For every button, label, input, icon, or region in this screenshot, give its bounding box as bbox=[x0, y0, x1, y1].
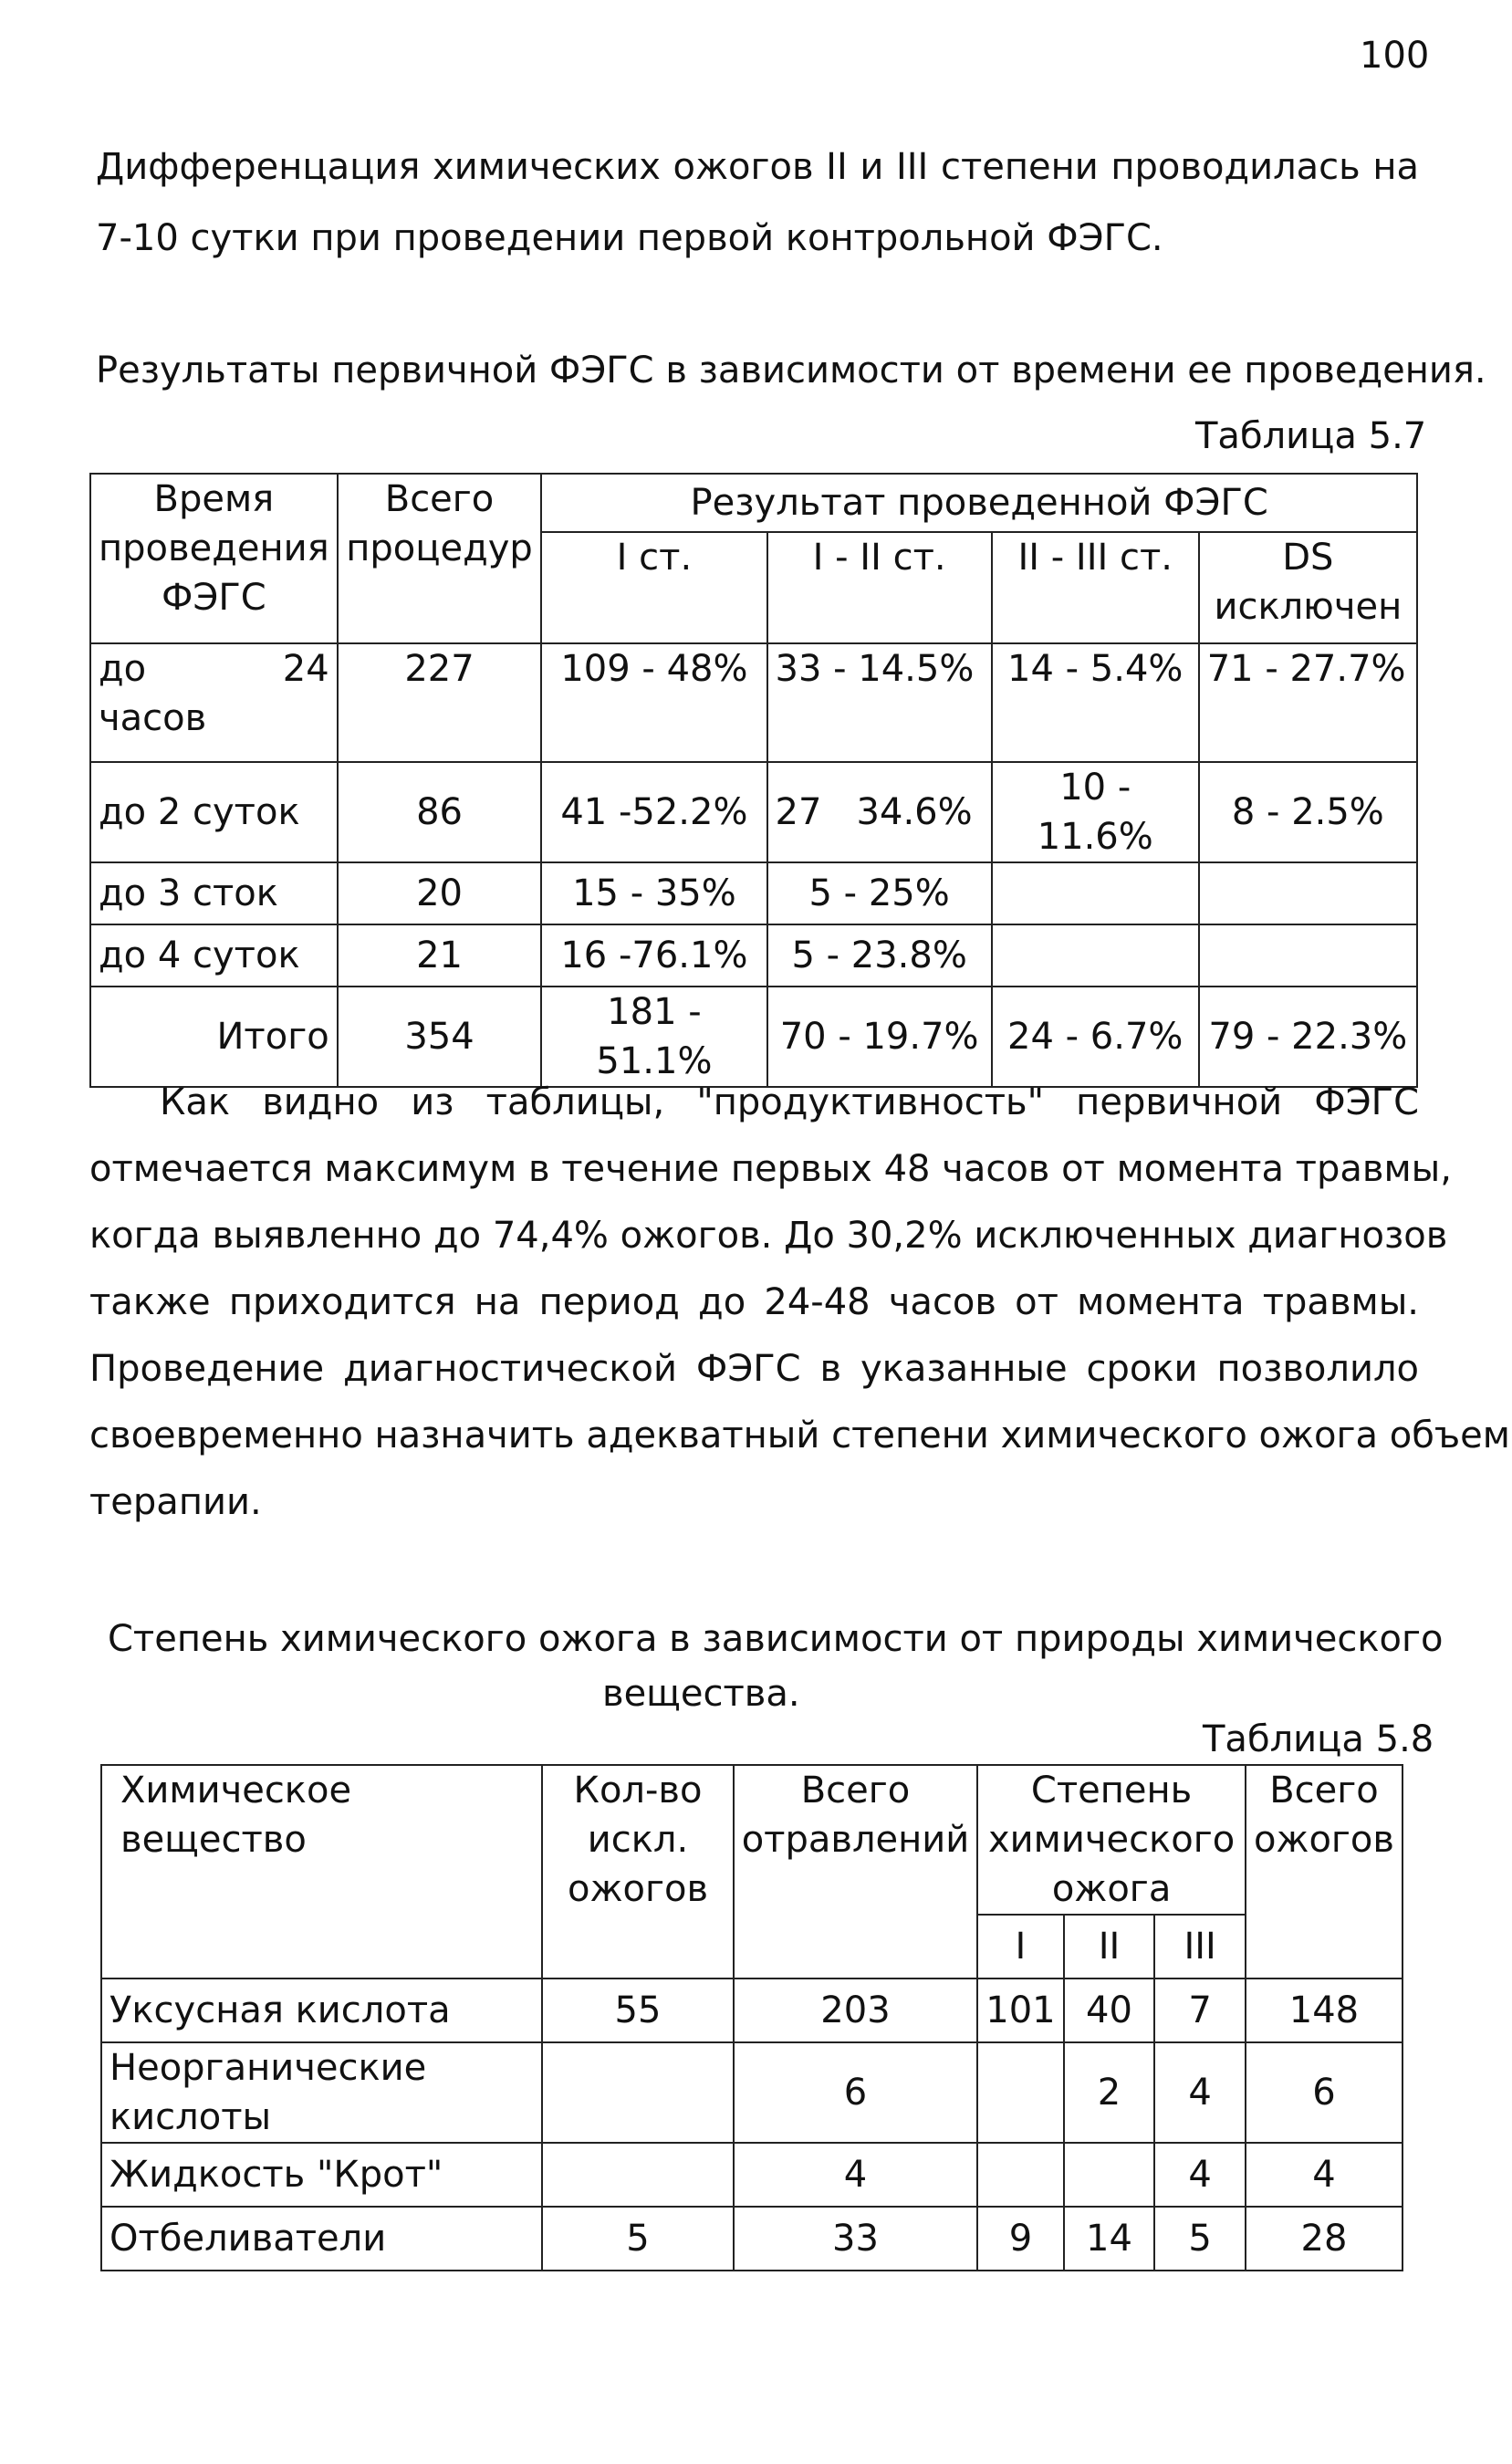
row-stage-2-3 bbox=[992, 862, 1199, 924]
row-time: до 2 суток bbox=[90, 762, 338, 862]
row-degree-3: 4 bbox=[1154, 2143, 1246, 2207]
intro-line-2: 7-10 сутки при проведении первой контрольной ФЭГС. bbox=[96, 217, 1163, 259]
intro-line-1: Дифференцация химических ожогов II и III степени проводилась на bbox=[96, 146, 1419, 188]
row-excluded bbox=[542, 2042, 733, 2143]
header-stage-1: I ст. bbox=[541, 532, 766, 643]
table-row bbox=[101, 2207, 1403, 2271]
row-stage-1: 15 - 35% bbox=[541, 862, 766, 924]
row-ds: 71 - 27.7% bbox=[1199, 643, 1417, 762]
row-degree-1 bbox=[977, 2042, 1063, 2143]
row-burns: 28 bbox=[1246, 2207, 1403, 2271]
row-total: 20 bbox=[338, 862, 542, 924]
paragraph-line-4: также приходится на период до 24-48 часов от момента травмы. bbox=[89, 1281, 1419, 1323]
header-degree-2: II bbox=[1064, 1915, 1155, 1979]
table-row bbox=[90, 762, 1417, 862]
row-stage-1-2: 70 - 19.7% bbox=[767, 987, 992, 1087]
header-stage-2-3: II - III ст. bbox=[992, 532, 1199, 643]
row-substance: Уксусная кислота bbox=[101, 1979, 542, 2042]
row-stage-2-3 bbox=[992, 924, 1199, 987]
header-excluded: Кол-во искл. ожогов bbox=[542, 1765, 733, 1979]
row-time: до 4 суток bbox=[90, 924, 338, 987]
header-burns: Всего ожогов bbox=[1246, 1765, 1403, 1979]
paragraph-line-5: Проведение диагностической ФЭГС в указанные сроки позволило bbox=[89, 1348, 1419, 1390]
header-degree-1: I bbox=[977, 1915, 1063, 1979]
row-degree-2 bbox=[1064, 2143, 1155, 2207]
row-stage-1-2: 33 - 14.5% bbox=[767, 643, 992, 762]
row-burns: 6 bbox=[1246, 2042, 1403, 2143]
row-degree-3: 4 bbox=[1154, 2042, 1246, 2143]
row-time: до 24 часов bbox=[90, 643, 338, 762]
row-burns: 4 bbox=[1246, 2143, 1403, 2207]
row-time: Итого bbox=[90, 987, 338, 1087]
row-stage-2-3: 24 - 6.7% bbox=[992, 987, 1199, 1087]
row-stage-1: 41 -52.2% bbox=[541, 762, 766, 862]
row-total: 86 bbox=[338, 762, 542, 862]
row-excluded: 55 bbox=[542, 1979, 733, 2042]
row-poisonings: 6 bbox=[734, 2042, 978, 2143]
header-ds-excluded: DS исключен bbox=[1199, 532, 1417, 643]
row-stage-1-2: 5 - 25% bbox=[767, 862, 992, 924]
page-number: 100 bbox=[1360, 35, 1430, 77]
row-total: 354 bbox=[338, 987, 542, 1087]
table-5-8 bbox=[100, 1764, 1403, 2271]
row-ds: 8 - 2.5% bbox=[1199, 762, 1417, 862]
header-substance: Химическое вещество bbox=[101, 1765, 542, 1979]
paragraph-line-2: отмечается максимум в течение первых 48 часов от момента травмы, bbox=[89, 1148, 1452, 1190]
row-ds bbox=[1199, 924, 1417, 987]
table-row bbox=[101, 2143, 1403, 2207]
row-burns: 148 bbox=[1246, 1979, 1403, 2042]
row-substance: Неорганические кислоты bbox=[101, 2042, 542, 2143]
row-excluded: 5 bbox=[542, 2207, 733, 2271]
table-row-total bbox=[90, 987, 1417, 1087]
row-stage-1: 16 -76.1% bbox=[541, 924, 766, 987]
row-ds: 79 - 22.3% bbox=[1199, 987, 1417, 1087]
table-row bbox=[101, 1979, 1403, 2042]
row-time: до 3 сток bbox=[90, 862, 338, 924]
paragraph-line-6: своевременно назначить адекватный степени химического ожога объем bbox=[89, 1415, 1510, 1456]
row-stage-1: 181 - 51.1% bbox=[541, 987, 766, 1087]
table2-title-line-2: вещества. bbox=[602, 1673, 800, 1715]
row-substance: Жидкость "Крот" bbox=[101, 2143, 542, 2207]
row-poisonings: 33 bbox=[734, 2207, 978, 2271]
row-stage-1-2: 27 34.6% bbox=[767, 762, 992, 862]
paragraph-line-3: когда выявленно до 74,4% ожогов. До 30,2% исключенных диагнозов bbox=[89, 1215, 1448, 1257]
table-5-7 bbox=[89, 473, 1418, 1088]
row-degree-2: 14 bbox=[1064, 2207, 1155, 2271]
header-poisonings: Всего отравлений bbox=[734, 1765, 978, 1979]
row-degree-1: 9 bbox=[977, 2207, 1063, 2271]
row-degree-3: 7 bbox=[1154, 1979, 1246, 2042]
row-poisonings: 4 bbox=[734, 2143, 978, 2207]
paragraph-line-7: терапии. bbox=[89, 1481, 262, 1523]
table2-title-line-1: Степень химического ожога в зависимости от природы химического bbox=[108, 1618, 1444, 1660]
row-excluded bbox=[542, 2143, 733, 2207]
row-degree-1: 101 bbox=[977, 1979, 1063, 2042]
header-degree: Степень химического ожога bbox=[977, 1765, 1246, 1915]
row-degree-3: 5 bbox=[1154, 2207, 1246, 2271]
header-stage-1-2: I - II ст. bbox=[767, 532, 992, 643]
row-ds bbox=[1199, 862, 1417, 924]
table-row bbox=[101, 2042, 1403, 2143]
table1-label: Таблица 5.7 bbox=[1195, 415, 1427, 457]
row-degree-2: 2 bbox=[1064, 2042, 1155, 2143]
table2-label: Таблица 5.8 bbox=[1203, 1718, 1434, 1760]
table-row bbox=[90, 862, 1417, 924]
table1-title: Результаты первичной ФЭГС в зависимости от времени ее проведения. bbox=[96, 350, 1486, 392]
row-stage-1-2: 5 - 23.8% bbox=[767, 924, 992, 987]
header-time: Время проведения ФЭГС bbox=[90, 474, 338, 643]
row-poisonings: 203 bbox=[734, 1979, 978, 2042]
row-stage-1: 109 - 48% bbox=[541, 643, 766, 762]
row-total: 227 bbox=[338, 643, 542, 762]
row-substance: Отбеливатели bbox=[101, 2207, 542, 2271]
table-row bbox=[90, 924, 1417, 987]
header-total: Всего процедур bbox=[338, 474, 542, 643]
header-result: Результат проведенной ФЭГС bbox=[541, 474, 1417, 532]
row-stage-2-3: 14 - 5.4% bbox=[992, 643, 1199, 762]
row-degree-2: 40 bbox=[1064, 1979, 1155, 2042]
row-degree-1 bbox=[977, 2143, 1063, 2207]
row-stage-2-3: 10 - 11.6% bbox=[992, 762, 1199, 862]
paragraph-line-1: Как видно из таблицы, "продуктивность" первичной ФЭГС bbox=[160, 1081, 1419, 1123]
header-degree-3: III bbox=[1154, 1915, 1246, 1979]
row-total: 21 bbox=[338, 924, 542, 987]
table-row bbox=[90, 643, 1417, 762]
